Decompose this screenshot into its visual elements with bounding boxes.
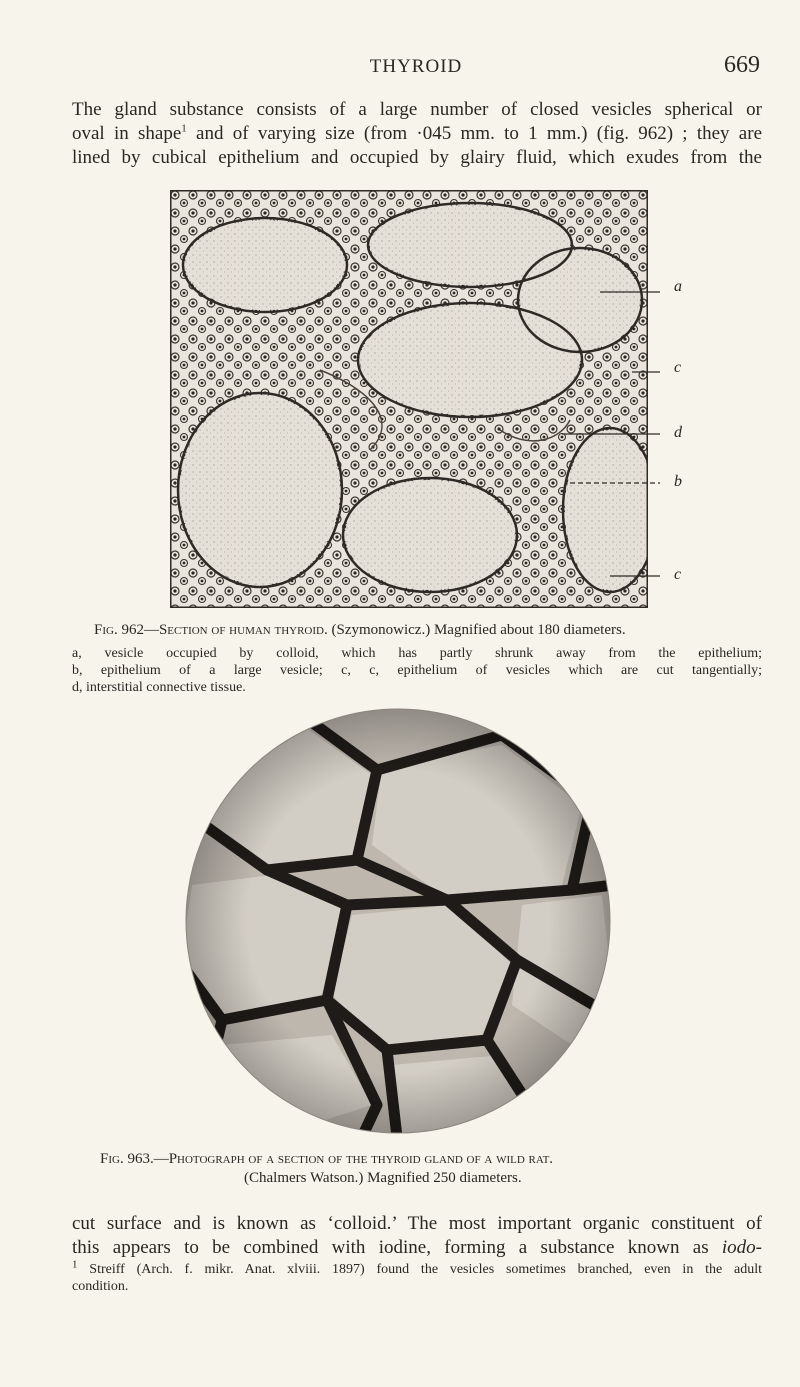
figure-962-label-a: a	[674, 278, 682, 295]
running-title: THYROID	[369, 56, 463, 77]
running-head	[72, 52, 760, 82]
figure-962-legend	[72, 645, 762, 696]
footnote-marker: 1	[72, 1258, 78, 1271]
paragraph-2-italic: iodo-	[721, 1237, 762, 1258]
figure-962-label-c-upper: c	[674, 359, 682, 376]
page-number: 669	[724, 52, 760, 78]
footnote-line: condition.	[72, 1279, 129, 1294]
figure-962-legend-line: a, vesicle occupied by colloid, which has partly shrunk away from the epithelium;	[72, 646, 762, 661]
footnote-ref: 1	[181, 122, 187, 135]
paragraph-2-text: this appears to be combined with iodine, forming a substance known as	[72, 1237, 722, 1258]
paragraph-1-line: lined by cubical epithelium and occupied by glairy fluid, which exudes from the	[72, 147, 762, 168]
footnote-text: Streiff (Arch. f. mikr. Anat. xlviii. 1897) found the vesicles sometimes branched, even in the adult	[77, 1262, 762, 1277]
figure-963-title: Fig. 963.—Photograph of a section of the thyroid gland of a wild rat.	[100, 1151, 554, 1167]
figure-963-subcaption: (Chalmers Watson.) Magnified 250 diameters.	[244, 1170, 522, 1186]
figure-962-label-d: d	[674, 424, 682, 441]
figure-962-label-c-lower: c	[674, 566, 682, 583]
figure-962-title: —Section of human thyroid.	[143, 622, 328, 638]
footnote-line	[72, 1258, 762, 1278]
figure-962-caption	[94, 622, 744, 639]
paragraph-1-line	[72, 122, 762, 146]
paragraph-2	[72, 1212, 762, 1260]
paragraph-1-text: oval in shape	[72, 123, 182, 144]
figure-962-credit: (Szymonowicz.) Magnified about 180 diameters.	[327, 622, 626, 638]
footnote	[72, 1258, 762, 1295]
paragraph-1-text: and of varying size (from ·045 mm. to 1 mm.) (fig. 962) ; they are	[186, 123, 762, 144]
figure-962-illustration	[170, 190, 678, 608]
figure-963-caption	[100, 1151, 760, 1168]
figure-962-number: Fig. 962	[94, 622, 144, 638]
figure-962-legend-line: d, interstitial connective tissue.	[72, 680, 246, 695]
figure-962-legend-line: b, epithelium of a large vesicle; c, c, epithelium of vesicles which are cut tangentially;	[72, 663, 762, 678]
paragraph-2-line	[72, 1236, 762, 1260]
paragraph-2-line: cut surface and is known as ‘colloid.’ The most important organic constituent of	[72, 1213, 762, 1234]
figure-962-label-b: b	[674, 473, 682, 490]
figure-963-photograph	[182, 705, 614, 1137]
paragraph-1-line: The gland substance consists of a large number of closed vesicles spherical or	[72, 99, 762, 120]
paragraph-1	[72, 98, 762, 170]
